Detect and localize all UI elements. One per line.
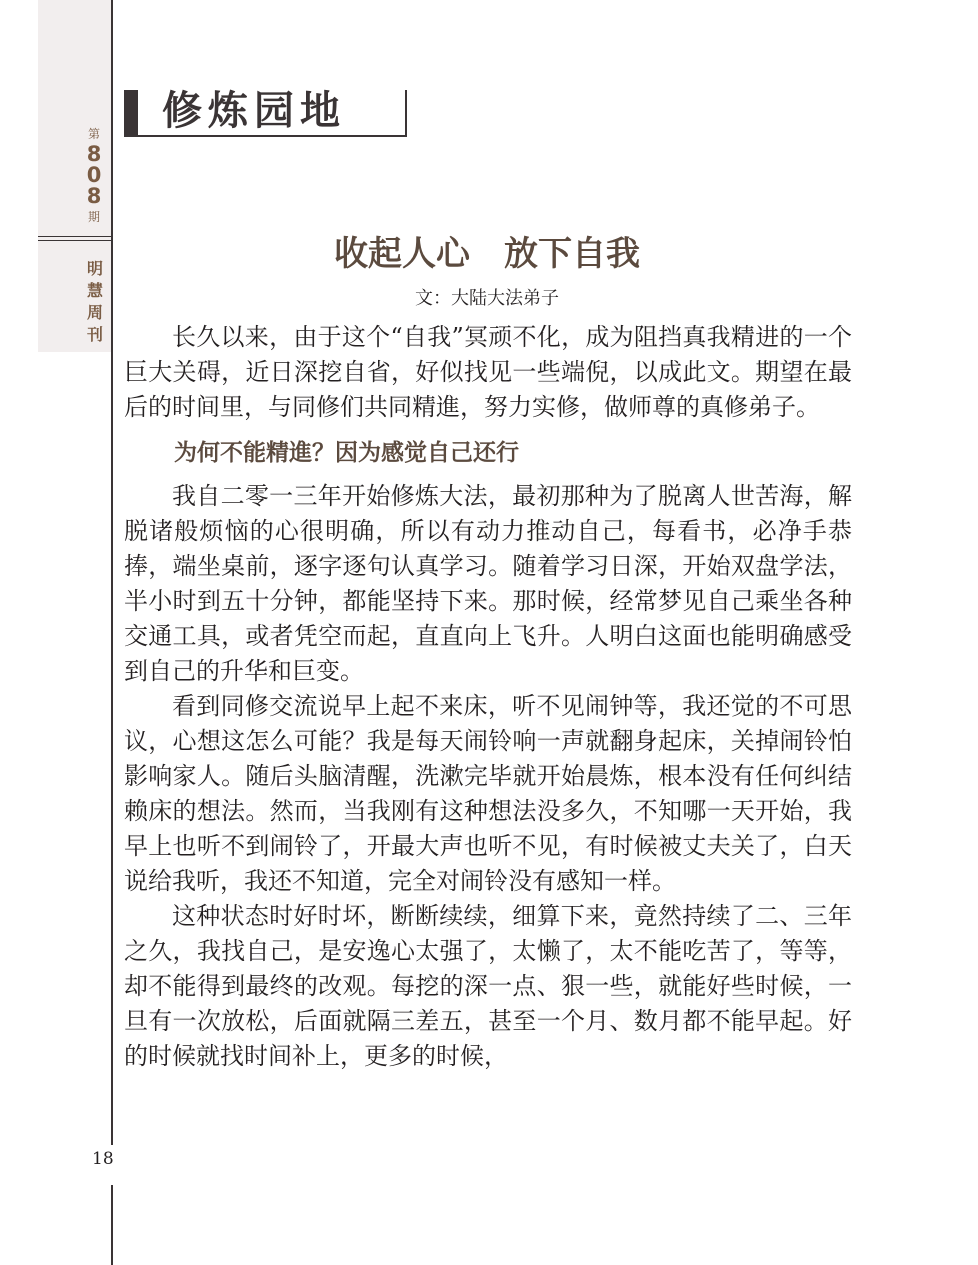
issue-suffix: 期 — [87, 210, 100, 224]
body-paragraph: 我自二零一三年开始修炼大法，最初那种为了脱离人世苦海，解脱诸般烦恼的心很明确，所以有动力推动自己，每看书，必净手恭捧，端坐桌前，逐字逐句认真学习。随着学习日深，开始双盘学法，半小时到五十分钟，都能坚持下来。那时候，经常梦见自己乘坐各种交通工具，或者凭空而起，直直向上飞升。人明白这面也能明确感受到自己的升华和巨变。 — [124, 482, 852, 685]
magazine-name: 明慧周刊 — [86, 259, 103, 344]
issue-prefix: 第 — [87, 127, 100, 141]
issue-number-block — [70, 126, 118, 225]
tab-divider — [38, 236, 112, 237]
section-title: 修炼园地 — [162, 88, 346, 134]
article-body — [124, 320, 852, 1074]
subheading: 为何不能精進？因为感觉自己还行 — [174, 440, 519, 466]
section-header-bar — [124, 90, 138, 135]
article-byline: 文：大陆大法弟子 — [415, 288, 559, 309]
article-title: 收起人心 放下自我 — [334, 234, 640, 274]
page-number: 18 — [92, 1149, 114, 1169]
body-paragraph: 看到同修交流说早上起不来床，听不见闹钟等，我还觉的不可思议，心想这怎么可能？我是每天闹铃响一声就翻身起床，关掉闹铃怕影响家人。随后头脑清醒，洗漱完毕就开始晨炼，根本没有任何纠结赖床的想法。然而，当我刚有这种想法没多久，不知哪一天开始，我早上也听不到闹铃了，开最大声也听不见，有时候被丈夫关了，白天说给我听，我还不知道，完全对闹铃没有感知一样。 — [124, 692, 852, 895]
intro-paragraph: 长久以来，由于这个“自我”冥顽不化，成为阻挡真我精进的一个巨大关碍，近日深挖自省，好似找见一些端倪，以成此文。期望在最后的时间里，与同修们共同精進，努力实修，做师尊的真修弟子。 — [124, 323, 852, 421]
issue-number: 808 — [86, 142, 102, 208]
section-header — [124, 88, 407, 137]
tab-divider — [38, 240, 112, 241]
body-paragraph: 这种状态时好时坏，断断续续，细算下来，竟然持续了二、三年之久，我找自己，是安逸心太强了，太懒了，太不能吃苦了，等等，却不能得到最终的改观。每挖的深一点、狠一些，就能好些时候，一旦有一次放松，后面就隔三差五，甚至一个月、数月都不能早起。好的时候就找时间补上，更多的时候， — [124, 902, 852, 1070]
section-header-end — [405, 90, 407, 135]
